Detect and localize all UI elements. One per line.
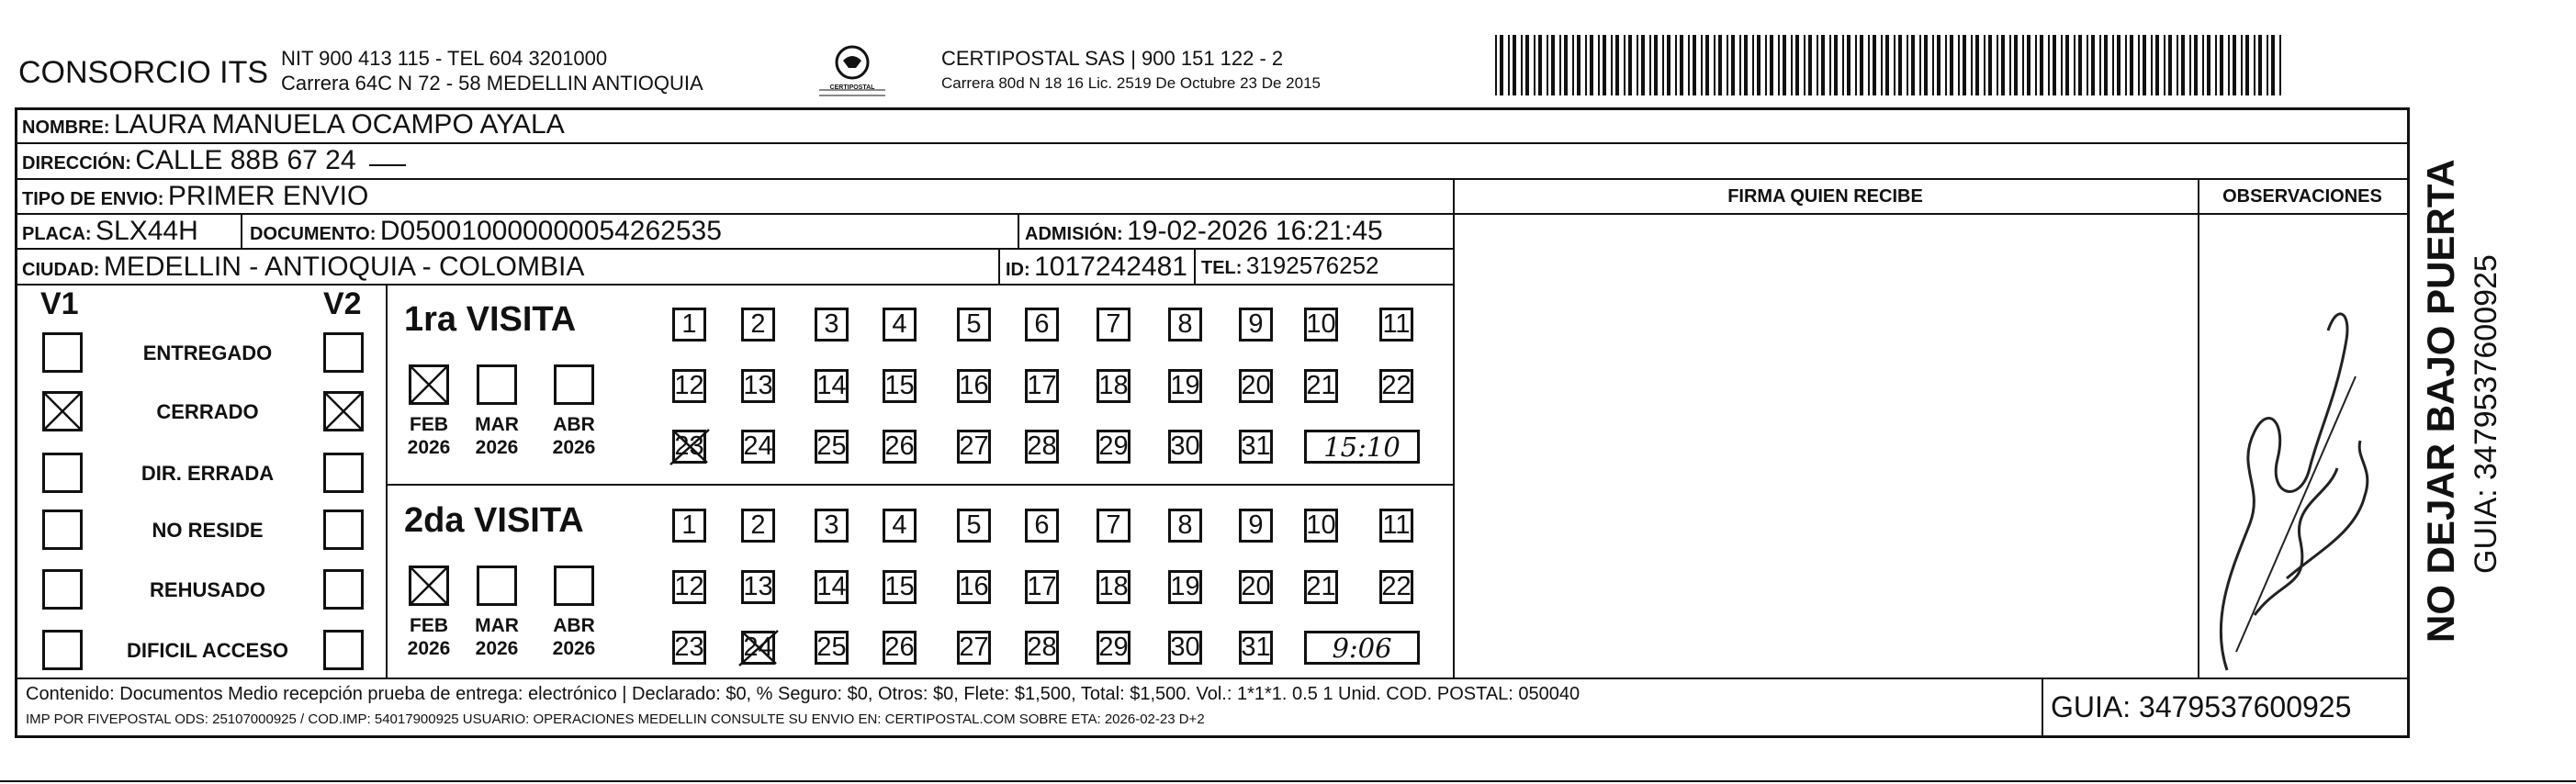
tel-label: TEL: <box>1201 258 1243 278</box>
month-label <box>542 614 606 660</box>
day-box[interactable]: 21 <box>1304 570 1338 604</box>
day-box[interactable]: 2 <box>741 509 775 543</box>
month-checkbox[interactable] <box>554 364 594 405</box>
day-box[interactable]: 31 <box>1239 631 1273 665</box>
plate-label: PLACA: <box>22 224 92 244</box>
month-year: 2026 <box>552 437 596 458</box>
name-label: NOMBRE: <box>22 118 110 138</box>
handwritten-signature <box>2199 285 2406 675</box>
day-box[interactable]: 12 <box>672 369 706 403</box>
day-box[interactable]: 16 <box>957 369 991 403</box>
day-box[interactable]: 12 <box>672 570 706 604</box>
v2-checkbox-2[interactable] <box>323 453 364 493</box>
day-box[interactable]: 22 <box>1379 570 1413 604</box>
day-box[interactable]: 18 <box>1097 369 1131 403</box>
month-checkbox[interactable] <box>477 566 517 606</box>
day-box[interactable]: 10 <box>1304 509 1338 543</box>
day-box[interactable]: 29 <box>1097 430 1131 464</box>
month-label <box>397 614 461 660</box>
recipient-address: CALLE 88B 67 24 <box>135 145 356 175</box>
month-name: ABR <box>553 414 595 435</box>
day-box[interactable]: 10 <box>1304 308 1338 342</box>
day-box[interactable]: 17 <box>1025 570 1059 604</box>
day-box[interactable]: 1 <box>672 308 706 342</box>
time-box[interactable]: 9:06 <box>1304 631 1420 665</box>
month-name: ABR <box>553 615 595 636</box>
month-name: MAR <box>475 414 519 435</box>
company-name: CONSORCIO ITS <box>18 55 269 90</box>
visit-title: 2da VISITA <box>404 501 584 540</box>
document-value: D050010000000054262535 <box>379 216 722 246</box>
status-label: DIFICIL ACCESO <box>126 639 288 662</box>
day-box[interactable]: 29 <box>1097 631 1131 665</box>
month-label <box>542 413 606 459</box>
v1-header: V1 <box>40 286 79 321</box>
footer-imp: IMP POR FIVEPOSTAL ODS: 25107000925 / COD.IMP: 54017900925 USUARIO: OPERACIONES MEDELLIN CONSULTE SU ENVIO EN: CERTIPOSTAL.COM SOBRE ETA: 2026-02-23 D+2 <box>26 711 1205 727</box>
footer-content: Contenido: Documentos Medio recepción prueba de entrega: electrónico | Declarado: $0, % Seguro: $0, Otros: $0, Flete: $1,500, Total: $1,500. Vol.: 1*1*1. 0.5 1 Unid. COD. POSTAL: 050040 <box>26 684 1580 704</box>
day-box[interactable]: 7 <box>1097 308 1131 342</box>
provider-name: CERTIPOSTAL SAS | 900 151 122 - 2 <box>941 47 1284 70</box>
id-value: 1017242481 <box>1034 252 1187 282</box>
day-box[interactable]: 3 <box>815 509 849 543</box>
day-box[interactable]: 26 <box>883 430 917 464</box>
day-box[interactable]: 19 <box>1168 570 1202 604</box>
month-year: 2026 <box>407 638 451 659</box>
month-label <box>465 614 529 660</box>
status-label: NO RESIDE <box>152 519 264 542</box>
admission-label: ADMISIÓN: <box>1025 224 1123 244</box>
status-label: ENTREGADO <box>142 342 273 364</box>
time-box[interactable]: 15:10 <box>1304 430 1420 464</box>
day-box[interactable]: 6 <box>1025 308 1059 342</box>
city-value: MEDELLIN - ANTIOQUIA - COLOMBIA <box>103 252 585 282</box>
day-box[interactable]: 17 <box>1025 369 1059 403</box>
day-box[interactable]: 31 <box>1239 430 1273 464</box>
city-label: CIUDAD: <box>22 260 100 280</box>
ship-type: PRIMER ENVIO <box>167 181 369 211</box>
day-box[interactable]: 3 <box>815 308 849 342</box>
day-box[interactable]: 24 <box>741 430 775 464</box>
document-label: DOCUMENTO: <box>250 224 377 244</box>
v2-checkbox-5[interactable] <box>323 630 364 670</box>
day-box[interactable]: 21 <box>1304 369 1338 403</box>
day-box[interactable]: 11 <box>1379 509 1413 543</box>
certipostal-logo <box>816 42 889 101</box>
day-box[interactable]: 6 <box>1025 509 1059 543</box>
day-box[interactable]: 26 <box>883 631 917 665</box>
v2-checkbox-1[interactable] <box>323 391 364 431</box>
status-label: REHUSADO <box>150 578 265 601</box>
day-box[interactable]: 30 <box>1168 631 1202 665</box>
side-guide: GUIA: 3479537600925 <box>2469 254 2503 574</box>
day-box[interactable]: 27 <box>957 430 991 464</box>
day-box[interactable]: 20 <box>1239 570 1273 604</box>
v1-checkbox-0[interactable] <box>42 332 83 373</box>
month-label <box>465 413 529 459</box>
day-box[interactable]: 14 <box>815 570 849 604</box>
v2-header: V2 <box>323 286 362 321</box>
tel-value: 3192576252 <box>1245 252 1379 279</box>
day-box[interactable]: 8 <box>1168 308 1202 342</box>
recipient-name: LAURA MANUELA OCAMPO AYALA <box>114 109 565 140</box>
day-box[interactable]: 13 <box>741 369 775 403</box>
month-year: 2026 <box>552 638 596 659</box>
signature-header: FIRMA QUIEN RECIBE <box>1727 186 1923 207</box>
month-name: FEB <box>410 615 448 636</box>
month-name: MAR <box>475 615 519 636</box>
day-box[interactable]: 7 <box>1097 509 1131 543</box>
company-nit: NIT 900 413 115 - TEL 604 3201000 <box>281 47 608 70</box>
day-box[interactable]: 23 <box>672 631 706 665</box>
visit-title: 1ra VISITA <box>404 300 577 339</box>
plate-value: SLX44H <box>96 216 198 246</box>
day-box[interactable]: 11 <box>1379 308 1413 342</box>
day-box[interactable]: 15 <box>883 570 917 604</box>
v1-checkbox-3[interactable] <box>42 510 83 550</box>
day-box[interactable]: 16 <box>957 570 991 604</box>
day-box[interactable]: 19 <box>1168 369 1202 403</box>
day-box[interactable]: 22 <box>1379 369 1413 403</box>
day-box[interactable]: 27 <box>957 631 991 665</box>
month-checkbox[interactable] <box>409 566 449 606</box>
day-box[interactable]: 2 <box>741 308 775 342</box>
day-box[interactable]: 9 <box>1239 509 1273 543</box>
provider-address: Carrera 80d N 18 16 Lic. 2519 De Octubre 23 De 2015 <box>941 74 1321 92</box>
day-box[interactable]: 23 <box>672 430 706 464</box>
day-box[interactable]: 20 <box>1239 369 1273 403</box>
day-box[interactable]: 8 <box>1168 509 1202 543</box>
admission-value: 19-02-2026 16:21:45 <box>1127 216 1383 246</box>
v2-checkbox-0[interactable] <box>323 332 364 373</box>
v1-checkbox-5[interactable] <box>42 630 83 670</box>
id-label: ID: <box>1006 260 1030 280</box>
day-box[interactable]: 13 <box>741 570 775 604</box>
month-year: 2026 <box>475 437 519 458</box>
day-box[interactable]: 15 <box>883 369 917 403</box>
v1-checkbox-2[interactable] <box>42 453 83 493</box>
side-warning: NO DEJAR BAJO PUERTA <box>2419 159 2462 643</box>
day-box[interactable]: 14 <box>815 369 849 403</box>
day-box[interactable]: 1 <box>672 509 706 543</box>
day-box[interactable]: 5 <box>957 308 991 342</box>
day-box[interactable]: 25 <box>815 631 849 665</box>
day-box[interactable]: 24 <box>741 631 775 665</box>
day-box[interactable]: 30 <box>1168 430 1202 464</box>
v1-checkbox-4[interactable] <box>42 569 83 610</box>
day-box[interactable]: 4 <box>883 308 917 342</box>
status-label: DIR. ERRADA <box>141 462 275 485</box>
day-box[interactable]: 9 <box>1239 308 1273 342</box>
logo-text: CERTIPOSTAL <box>829 84 875 91</box>
day-box[interactable]: 28 <box>1025 631 1059 665</box>
month-year: 2026 <box>475 638 519 659</box>
v2-checkbox-4[interactable] <box>323 569 364 610</box>
month-year: 2026 <box>407 437 451 458</box>
month-name: FEB <box>410 414 448 435</box>
day-box[interactable]: 5 <box>957 509 991 543</box>
company-address: Carrera 64C N 72 - 58 MEDELLIN ANTIOQUIA <box>281 72 703 95</box>
status-label: CERRADO <box>156 400 259 423</box>
ship-type-label: TIPO DE ENVIO: <box>22 189 164 209</box>
month-label <box>397 413 461 459</box>
month-checkbox[interactable] <box>409 364 449 405</box>
v2-checkbox-3[interactable] <box>323 510 364 550</box>
barcode <box>1495 35 2285 95</box>
month-checkbox[interactable] <box>554 566 594 606</box>
day-box[interactable]: 28 <box>1025 430 1059 464</box>
month-checkbox[interactable] <box>477 364 517 405</box>
footer-guide: GUIA: 3479537600925 <box>2051 690 2352 723</box>
v1-checkbox-1[interactable] <box>42 391 83 431</box>
address-label: DIRECCIÓN: <box>22 153 131 174</box>
observations-header: OBSERVACIONES <box>2222 186 2382 207</box>
day-box[interactable]: 18 <box>1097 570 1131 604</box>
day-box[interactable]: 4 <box>883 509 917 543</box>
day-box[interactable]: 25 <box>815 430 849 464</box>
